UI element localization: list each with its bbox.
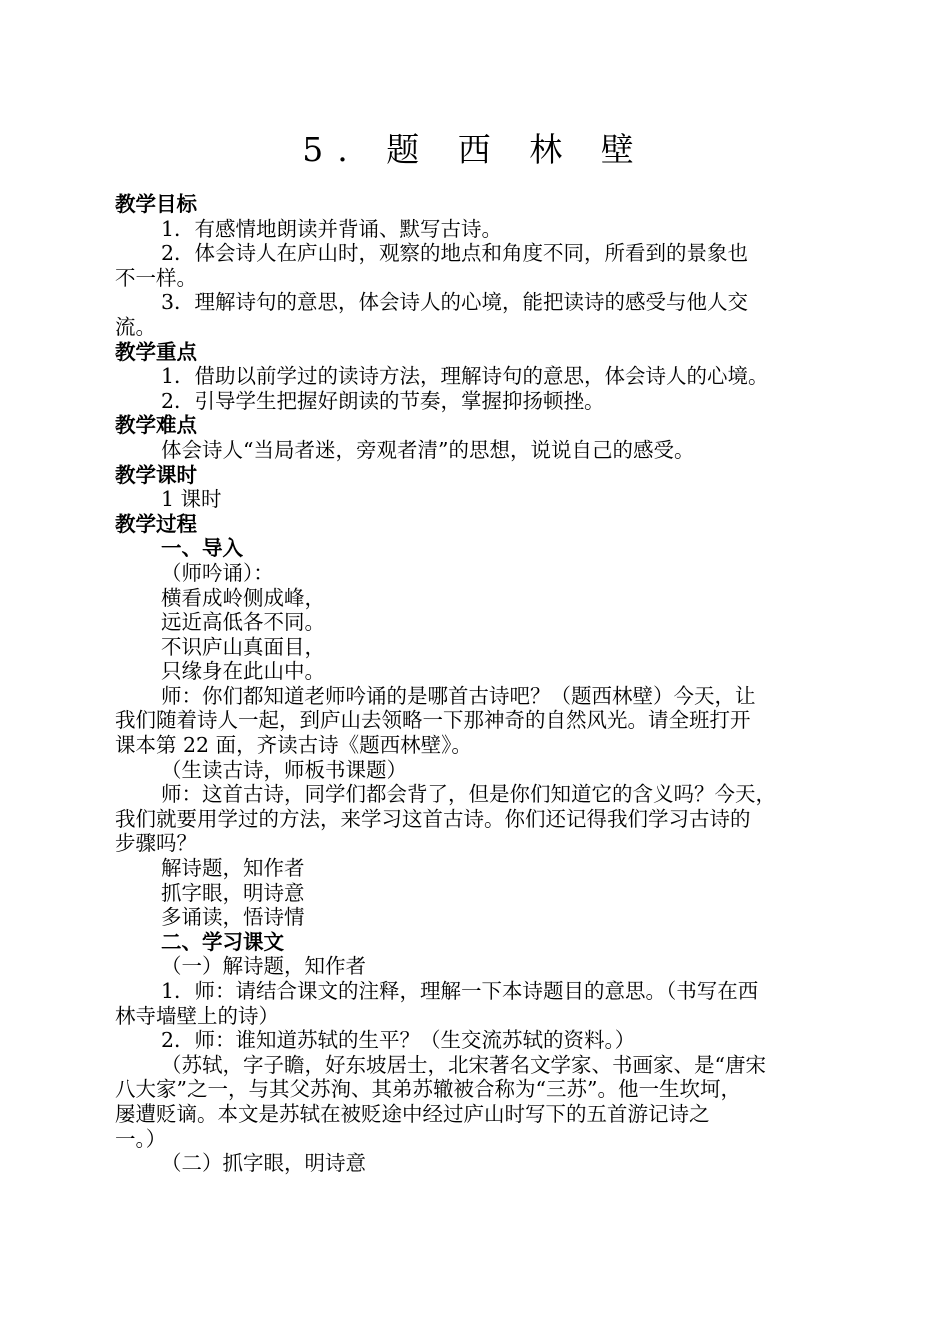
text-line: 1 课时 [161, 487, 222, 512]
text-line: 2．师：谁知道苏轼的生平？（生交流苏轼的资料。） [161, 1028, 636, 1053]
text-line: 抓字眼，明诗意 [161, 880, 305, 905]
text-line: 林寺墙壁上的诗） [115, 1003, 279, 1028]
section-heading: 教学课时 [115, 462, 197, 487]
section-heading: 教学难点 [115, 413, 197, 438]
text-line: （二）抓字眼，明诗意 [161, 1151, 366, 1176]
text-line: 师：这首古诗，同学们都会背了，但是你们知道它的含义吗？今天， [161, 782, 776, 807]
text-line: （苏轼，字子瞻，好东坡居士，北宋著名文学家、书画家、是“唐宋 [161, 1052, 766, 1077]
text-line: 我们就要用学过的方法，来学习这首古诗。你们还记得我们学习古诗的 [115, 806, 751, 831]
text-line: 屡遭贬谪。本文是苏轼在被贬途中经过庐山时写下的五首游记诗之 [115, 1101, 710, 1126]
text-line: 3．理解诗句的意思，体会诗人的心境，能把读诗的感受与他人交 [161, 290, 749, 315]
text-line: 步骤吗？ [115, 831, 197, 856]
text-line: 解诗题，知作者 [161, 856, 305, 881]
text-line: 八大家”之一，与其父苏洵、其弟苏辙被合称为“三苏”。他一生坎坷， [115, 1077, 741, 1102]
text-line: 横看成岭侧成峰， [161, 585, 325, 610]
document-body [115, 192, 840, 1176]
text-line: 师：你们都知道老师吟诵的是哪首古诗吧？（题西林壁）今天，让 [161, 683, 756, 708]
section-heading: 教学目标 [115, 192, 197, 216]
page-title: 5. 题 西 林 壁 [302, 130, 648, 169]
text-line: 课本第 22 面，齐读古诗《题西林壁》。 [115, 733, 472, 758]
text-line: 远近高低各不同。 [161, 610, 325, 635]
text-line: 2．体会诗人在庐山时，观察的地点和角度不同，所看到的景象也 [161, 241, 749, 266]
text-line: 我们随着诗人一起，到庐山去领略一下那神奇的自然风光。请全班打开 [115, 708, 751, 733]
subsection-heading: 二、学习课文 [161, 929, 284, 954]
text-line: 1．有感情地朗读并背诵、默写古诗。 [161, 216, 503, 241]
section-heading: 教学重点 [115, 339, 197, 364]
text-line: 体会诗人“当局者迷，旁观者清”的思想，说说自己的感受。 [161, 437, 695, 462]
text-line: （师吟诵）： [161, 560, 274, 585]
text-line: 1．借助以前学过的读诗方法，理解诗句的意思，体会诗人的心境。 [161, 364, 769, 389]
text-line: 一。） [115, 1126, 167, 1151]
text-line: 多诵读，悟诗情 [161, 905, 305, 930]
text-line: 只缘身在此山中。 [161, 659, 325, 684]
section-heading: 教学过程 [115, 511, 197, 536]
text-line: 1．师：请结合课文的注释，理解一下本诗题目的意思。（书写在西 [161, 979, 759, 1003]
text-line: （一）解诗题，知作者 [161, 954, 366, 979]
text-line: 2．引导学生把握好朗读的节奏，掌握抑扬顿挫。 [161, 388, 605, 413]
text-line: （生读古诗，师板书课题） [161, 757, 407, 782]
text-line: 不一样。 [115, 265, 197, 290]
text-line: 流。 [115, 314, 156, 339]
subsection-heading: 一、导入 [161, 536, 243, 561]
text-line: 不识庐山真面目， [161, 634, 325, 659]
